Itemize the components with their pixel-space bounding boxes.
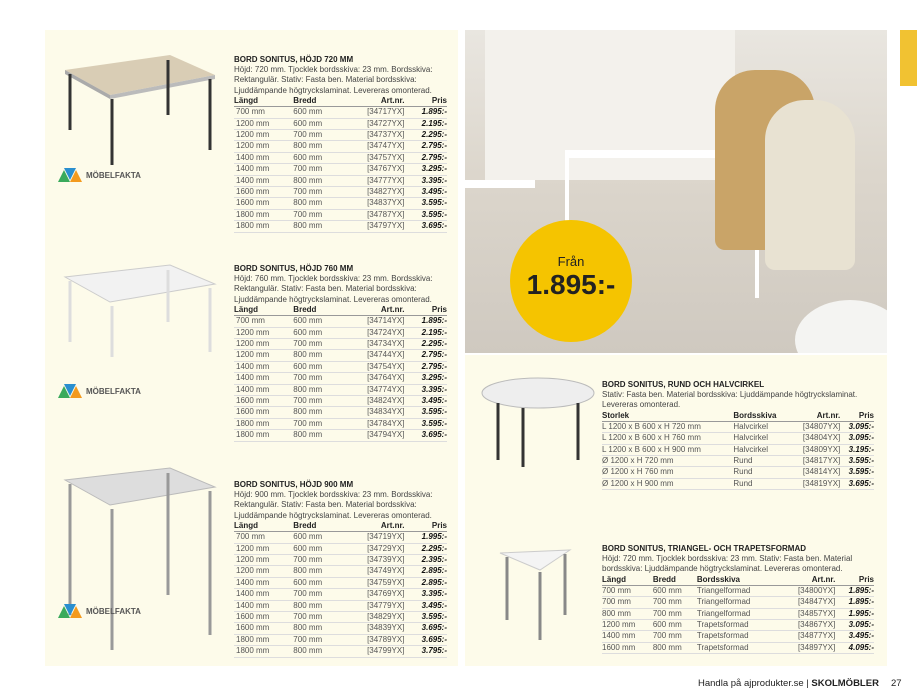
table-cell: 700 mm xyxy=(234,316,293,327)
table-cell: [34719YX] xyxy=(342,532,405,543)
price-table xyxy=(234,521,447,657)
product-title: BORD SONITUS, RUND OCH HALVCIRKEL xyxy=(602,380,765,389)
table-cell: 600 mm xyxy=(293,543,341,554)
table-cell: [34797YX] xyxy=(342,221,405,232)
table-cell: 1200 mm xyxy=(234,141,293,152)
table-row xyxy=(234,118,447,129)
table-cell: 800 mm xyxy=(293,221,341,232)
table-cell: 1800 mm xyxy=(234,430,293,441)
column-header: Pris xyxy=(404,521,447,532)
table-cell: 1600 mm xyxy=(234,396,293,407)
table-cell: L 1200 x B 600 x H 760 mm xyxy=(602,433,733,444)
table-cell: [34727YX] xyxy=(342,118,405,129)
price-cell: 3.595:- xyxy=(404,612,447,623)
price-table xyxy=(234,96,447,232)
mobelfakta-logo xyxy=(58,168,141,182)
table-cell: 800 mm xyxy=(293,175,341,186)
table-row xyxy=(234,164,447,175)
column-header: Längd xyxy=(234,305,293,316)
column-header: Art.nr. xyxy=(342,521,405,532)
column-header: Bredd xyxy=(293,96,341,107)
price-cell: 3.695:- xyxy=(404,221,447,232)
table-cell: 1200 mm xyxy=(234,339,293,350)
table-cell: 800 mm xyxy=(293,384,341,395)
column-header: Längd xyxy=(234,521,293,532)
table-cell: 1600 mm xyxy=(234,198,293,209)
table-cell: 700 mm xyxy=(293,589,341,600)
price-cell: 1.895:- xyxy=(404,107,447,118)
table-cell: 700 mm xyxy=(293,634,341,645)
price-cell: 3.495:- xyxy=(404,187,447,198)
table-cell: 600 mm xyxy=(293,532,341,543)
table-cell: 1400 mm xyxy=(234,600,293,611)
product-description: Stativ: Fasta ben. Material bordsskiva: Ljuddämpande högtryckslaminat. Levereras omonterad. xyxy=(602,390,858,410)
table-cell: 1600 mm xyxy=(234,407,293,418)
table-cell: 700 mm xyxy=(653,597,697,608)
table-cell: 700 mm xyxy=(293,130,341,141)
price-cell: 1.895:- xyxy=(835,597,874,608)
table-row xyxy=(234,623,447,634)
table-row xyxy=(234,152,447,163)
product-title: BORD SONITUS, HÖJD 760 MM xyxy=(234,264,354,273)
product-description: Höjd: 720 mm. Tjocklek bordsskiva: 23 mm. Bordsskiva: Rektangulär. Stativ: Fasta ben. Material bordsskiva: Ljuddämpande högtryckslaminat. Levereras omonterad. xyxy=(234,65,433,95)
table-cell: [34774YX] xyxy=(342,384,405,395)
table-row xyxy=(234,612,447,623)
table-cell: Halvcirkel xyxy=(733,433,790,444)
price-cell: 3.595:- xyxy=(404,418,447,429)
table-row xyxy=(234,350,447,361)
price-cell: 3.295:- xyxy=(404,373,447,384)
column-header: Längd xyxy=(602,575,653,586)
table-image-round xyxy=(478,375,598,470)
price-cell: 2.795:- xyxy=(404,350,447,361)
column-header: Art.nr. xyxy=(342,96,405,107)
table-row xyxy=(234,407,447,418)
table-cell: Trapetsformad xyxy=(697,642,779,653)
table-cell: 800 mm xyxy=(293,141,341,152)
price-cell: 3.195:- xyxy=(840,444,874,455)
price-table xyxy=(234,305,447,441)
price-badge xyxy=(510,220,632,342)
table-row xyxy=(602,421,874,432)
table-image-900 xyxy=(60,465,220,655)
price-cell: 3.095:- xyxy=(835,620,874,631)
table-row xyxy=(234,339,447,350)
table-image-triangle xyxy=(495,545,575,645)
price-cell: 3.695:- xyxy=(840,478,874,489)
table-cell: Trapetsformad xyxy=(697,631,779,642)
table-cell: [34824YX] xyxy=(342,396,405,407)
table-cell: 700 mm xyxy=(293,612,341,623)
table-cell: Trapetsformad xyxy=(697,620,779,631)
table-cell: 600 mm xyxy=(293,327,341,338)
table-cell: 700 mm xyxy=(293,373,341,384)
table-cell: [34737YX] xyxy=(342,130,405,141)
table-cell: 800 mm xyxy=(293,623,341,634)
column-header: Pris xyxy=(404,305,447,316)
price-cell: 2.795:- xyxy=(404,361,447,372)
column-header: Bordsskiva xyxy=(733,411,790,422)
table-cell: [34777YX] xyxy=(342,175,405,186)
table-cell: 600 mm xyxy=(293,118,341,129)
table-cell: [34839YX] xyxy=(342,623,405,634)
table-cell: 1200 mm xyxy=(234,555,293,566)
table-cell: 1400 mm xyxy=(234,152,293,163)
table-row xyxy=(234,418,447,429)
table-row xyxy=(602,597,874,608)
table-header xyxy=(602,575,874,586)
table-cell: 1200 mm xyxy=(234,118,293,129)
footer-section: SKOLMÖBLER xyxy=(811,678,879,689)
product-block xyxy=(234,264,447,442)
table-row xyxy=(234,589,447,600)
table-row xyxy=(234,532,447,543)
product-title: BORD SONITUS, TRIANGEL- OCH TRAPETSFORMAD xyxy=(602,544,806,553)
table-row xyxy=(234,175,447,186)
table-cell: [34897YX] xyxy=(778,642,835,653)
price-cell: 3.595:- xyxy=(404,198,447,209)
table-cell: 1200 mm xyxy=(234,350,293,361)
table-cell: [34717YX] xyxy=(342,107,405,118)
table-row xyxy=(234,187,447,198)
table-row xyxy=(602,642,874,653)
table-cell: [34834YX] xyxy=(342,407,405,418)
table-cell: [34809YX] xyxy=(791,444,841,455)
table-cell: 700 mm xyxy=(293,396,341,407)
table-cell: 700 mm xyxy=(653,608,697,619)
table-row xyxy=(234,555,447,566)
table-row xyxy=(234,361,447,372)
column-header: Pris xyxy=(840,411,874,422)
price-cell: 3.395:- xyxy=(404,589,447,600)
table-row xyxy=(602,456,874,467)
table-cell: [34729YX] xyxy=(342,543,405,554)
table-row xyxy=(234,327,447,338)
table-row xyxy=(234,396,447,407)
table-cell: [34847YX] xyxy=(778,597,835,608)
table-cell: 600 mm xyxy=(653,620,697,631)
table-cell: 700 mm xyxy=(234,107,293,118)
table-cell: 700 mm xyxy=(293,418,341,429)
table-cell: 800 mm xyxy=(602,608,653,619)
table-cell: [34764YX] xyxy=(342,373,405,384)
table-cell: 1400 mm xyxy=(234,577,293,588)
column-header: Pris xyxy=(404,96,447,107)
table-cell: 700 mm xyxy=(293,164,341,175)
table-cell: 1200 mm xyxy=(602,620,653,631)
table-cell: [34799YX] xyxy=(342,646,405,657)
price-cell: 2.895:- xyxy=(404,577,447,588)
table-cell: 600 mm xyxy=(293,107,341,118)
table-cell: [34734YX] xyxy=(342,339,405,350)
price-cell: 2.795:- xyxy=(404,152,447,163)
table-cell: 1400 mm xyxy=(234,164,293,175)
table-cell: [34817YX] xyxy=(791,456,841,467)
table-cell: Halvcirkel xyxy=(733,421,790,432)
price-cell: 2.295:- xyxy=(404,339,447,350)
table-header xyxy=(602,411,874,422)
table-cell: L 1200 x B 600 x H 900 mm xyxy=(602,444,733,455)
price-table xyxy=(602,575,874,654)
table-cell: Rund xyxy=(733,456,790,467)
badge-price: 1.895:- xyxy=(526,269,616,300)
column-header: Bredd xyxy=(653,575,697,586)
table-cell: 1400 mm xyxy=(234,361,293,372)
price-cell: 2.195:- xyxy=(404,118,447,129)
price-cell: 3.095:- xyxy=(840,421,874,432)
table-cell: Ø 1200 x H 720 mm xyxy=(602,456,733,467)
product-description: Höjd: 760 mm. Tjocklek bordsskiva: 23 mm. Bordsskiva: Rektangulär. Stativ: Fasta ben. Material bordsskiva: Ljuddämpande högtryckslaminat. Levereras omonterad. xyxy=(234,274,433,304)
table-cell: [34744YX] xyxy=(342,350,405,361)
price-cell: 1.995:- xyxy=(404,532,447,543)
badge-label: Från xyxy=(557,254,585,269)
table-cell: [34789YX] xyxy=(342,634,405,645)
table-cell: 700 mm xyxy=(293,555,341,566)
price-cell: 3.395:- xyxy=(404,384,447,395)
table-row xyxy=(602,467,874,478)
price-cell: 3.695:- xyxy=(404,623,447,634)
table-cell: 800 mm xyxy=(293,646,341,657)
product-block xyxy=(602,544,874,654)
table-cell: 1800 mm xyxy=(234,646,293,657)
table-cell: 700 mm xyxy=(234,532,293,543)
table-cell: [34877YX] xyxy=(778,631,835,642)
product-title: BORD SONITUS, HÖJD 900 MM xyxy=(234,480,354,489)
price-cell: 3.295:- xyxy=(404,164,447,175)
table-cell: 600 mm xyxy=(293,577,341,588)
table-cell: [34814YX] xyxy=(791,467,841,478)
table-cell: 700 mm xyxy=(653,631,697,642)
table-cell: [34747YX] xyxy=(342,141,405,152)
footer-link-text[interactable]: Handla på ajprodukter.se | xyxy=(698,678,812,689)
table-image-720 xyxy=(60,50,220,170)
column-header: Längd xyxy=(234,96,293,107)
table-cell: 700 mm xyxy=(293,187,341,198)
product-description: Höjd: 720 mm. Tjocklek bordsskiva: 23 mm. Stativ: Fasta ben. Material bordsskiva: Ljuddämpande högtryckslaminat. Levereras omonterad. xyxy=(602,554,853,574)
table-cell: 800 mm xyxy=(653,642,697,653)
price-cell: 3.495:- xyxy=(404,396,447,407)
mobelfakta-logo xyxy=(58,604,141,618)
table-row xyxy=(234,577,447,588)
table-row xyxy=(234,634,447,645)
table-cell: Ø 1200 x H 900 mm xyxy=(602,478,733,489)
table-row xyxy=(234,543,447,554)
column-header: Art.nr. xyxy=(342,305,405,316)
table-cell: Triangelformad xyxy=(697,608,779,619)
table-row xyxy=(602,444,874,455)
price-cell: 3.595:- xyxy=(840,456,874,467)
table-cell: 800 mm xyxy=(293,600,341,611)
table-cell: [34714YX] xyxy=(342,316,405,327)
table-cell: [34759YX] xyxy=(342,577,405,588)
table-cell: 1200 mm xyxy=(234,566,293,577)
price-cell: 3.795:- xyxy=(404,646,447,657)
price-cell: 2.395:- xyxy=(404,555,447,566)
table-cell: [34779YX] xyxy=(342,600,405,611)
table-cell: [34749YX] xyxy=(342,566,405,577)
page-number: 27 xyxy=(890,678,902,689)
product-description: Höjd: 900 mm. Tjocklek bordsskiva: 23 mm. Bordsskiva: Rektangulär. Stativ: Fasta ben. Material bordsskiva: Ljuddämpande högtryckslaminat. Levereras omonterad. xyxy=(234,490,433,520)
table-cell: [34754YX] xyxy=(342,361,405,372)
column-header: Storlek xyxy=(602,411,733,422)
table-row xyxy=(234,130,447,141)
table-cell: L 1200 x B 600 x H 720 mm xyxy=(602,421,733,432)
table-cell: Halvcirkel xyxy=(733,444,790,455)
table-cell: [34857YX] xyxy=(778,608,835,619)
column-header: Art.nr. xyxy=(791,411,841,422)
price-cell: 3.595:- xyxy=(404,209,447,220)
table-row xyxy=(602,433,874,444)
table-cell: 1400 mm xyxy=(602,631,653,642)
price-cell: 3.495:- xyxy=(404,600,447,611)
column-header: Art.nr. xyxy=(778,575,835,586)
table-cell: 600 mm xyxy=(293,361,341,372)
table-row xyxy=(234,141,447,152)
column-header: Bredd xyxy=(293,521,341,532)
logo-text: MÖBELFAKTA xyxy=(86,386,141,396)
table-cell: [34837YX] xyxy=(342,198,405,209)
table-row xyxy=(234,209,447,220)
price-cell: 3.695:- xyxy=(404,430,447,441)
table-cell: 800 mm xyxy=(293,430,341,441)
table-cell: 800 mm xyxy=(293,407,341,418)
table-row xyxy=(602,631,874,642)
price-cell: 2.795:- xyxy=(404,141,447,152)
table-cell: 1600 mm xyxy=(234,623,293,634)
column-header: Bredd xyxy=(293,305,341,316)
table-cell: 1200 mm xyxy=(234,327,293,338)
table-row xyxy=(234,221,447,232)
table-cell: 600 mm xyxy=(653,585,697,596)
table-cell: 800 mm xyxy=(293,198,341,209)
table-cell: 1400 mm xyxy=(234,373,293,384)
price-cell: 2.295:- xyxy=(404,543,447,554)
table-cell: 1200 mm xyxy=(234,130,293,141)
table-cell: 600 mm xyxy=(293,152,341,163)
table-cell: 700 mm xyxy=(602,597,653,608)
section-tab xyxy=(900,30,917,86)
price-cell: 3.695:- xyxy=(404,634,447,645)
table-cell: Triangelformad xyxy=(697,597,779,608)
table-row xyxy=(234,430,447,441)
table-cell: 1200 mm xyxy=(234,543,293,554)
product-block xyxy=(602,380,874,490)
column-header: Pris xyxy=(835,575,874,586)
table-cell: 1800 mm xyxy=(234,418,293,429)
table-row xyxy=(234,373,447,384)
price-cell: 3.595:- xyxy=(404,407,447,418)
table-cell: Rund xyxy=(733,478,790,489)
price-cell: 2.195:- xyxy=(404,327,447,338)
table-header xyxy=(234,521,447,532)
table-cell: 800 mm xyxy=(293,350,341,361)
mobelfakta-logo xyxy=(58,384,141,398)
table-row xyxy=(234,198,447,209)
table-cell: [34739YX] xyxy=(342,555,405,566)
price-table xyxy=(602,411,874,490)
price-cell: 1.895:- xyxy=(404,316,447,327)
table-row xyxy=(602,608,874,619)
table-cell: Triangelformad xyxy=(697,585,779,596)
table-row xyxy=(234,600,447,611)
logo-text: MÖBELFAKTA xyxy=(86,170,141,180)
table-row xyxy=(234,316,447,327)
table-cell: [34784YX] xyxy=(342,418,405,429)
table-cell: 1600 mm xyxy=(234,187,293,198)
column-header: Bordsskiva xyxy=(697,575,779,586)
price-cell: 1.995:- xyxy=(835,608,874,619)
table-header xyxy=(234,96,447,107)
product-title: BORD SONITUS, HÖJD 720 MM xyxy=(234,55,354,64)
table-cell: [34804YX] xyxy=(791,433,841,444)
table-cell: 1600 mm xyxy=(602,642,653,653)
table-cell: [34807YX] xyxy=(791,421,841,432)
table-cell: 1800 mm xyxy=(234,221,293,232)
table-row xyxy=(602,478,874,489)
table-row xyxy=(234,107,447,118)
table-cell: 700 mm xyxy=(602,585,653,596)
table-cell: [34757YX] xyxy=(342,152,405,163)
table-cell: 800 mm xyxy=(293,566,341,577)
table-cell: 1400 mm xyxy=(234,175,293,186)
price-cell: 4.095:- xyxy=(835,642,874,653)
table-cell: [34867YX] xyxy=(778,620,835,631)
table-image-760 xyxy=(60,262,220,362)
table-cell: 1800 mm xyxy=(234,209,293,220)
table-cell: Rund xyxy=(733,467,790,478)
table-cell: Ø 1200 x H 760 mm xyxy=(602,467,733,478)
table-row xyxy=(234,566,447,577)
table-cell: [34767YX] xyxy=(342,164,405,175)
price-cell: 3.495:- xyxy=(835,631,874,642)
table-cell: 1600 mm xyxy=(234,612,293,623)
table-cell: 700 mm xyxy=(293,339,341,350)
price-cell: 3.595:- xyxy=(840,467,874,478)
product-block xyxy=(234,55,447,233)
price-cell: 3.395:- xyxy=(404,175,447,186)
table-cell: [34724YX] xyxy=(342,327,405,338)
table-cell: 600 mm xyxy=(293,316,341,327)
table-row xyxy=(234,646,447,657)
table-row xyxy=(602,585,874,596)
table-cell: 1400 mm xyxy=(234,384,293,395)
price-cell: 1.895:- xyxy=(835,585,874,596)
logo-text: MÖBELFAKTA xyxy=(86,606,141,616)
footer xyxy=(698,678,902,689)
price-cell: 3.095:- xyxy=(840,433,874,444)
table-cell: [34794YX] xyxy=(342,430,405,441)
table-header xyxy=(234,305,447,316)
table-cell: [34829YX] xyxy=(342,612,405,623)
product-block xyxy=(234,480,447,658)
table-cell: [34819YX] xyxy=(791,478,841,489)
price-cell: 2.295:- xyxy=(404,130,447,141)
table-row xyxy=(234,384,447,395)
table-cell: [34787YX] xyxy=(342,209,405,220)
price-cell: 2.895:- xyxy=(404,566,447,577)
table-cell: [34800YX] xyxy=(778,585,835,596)
table-cell: [34827YX] xyxy=(342,187,405,198)
table-cell: 1400 mm xyxy=(234,589,293,600)
table-cell: 1800 mm xyxy=(234,634,293,645)
table-row xyxy=(602,620,874,631)
table-cell: 700 mm xyxy=(293,209,341,220)
table-cell: [34769YX] xyxy=(342,589,405,600)
